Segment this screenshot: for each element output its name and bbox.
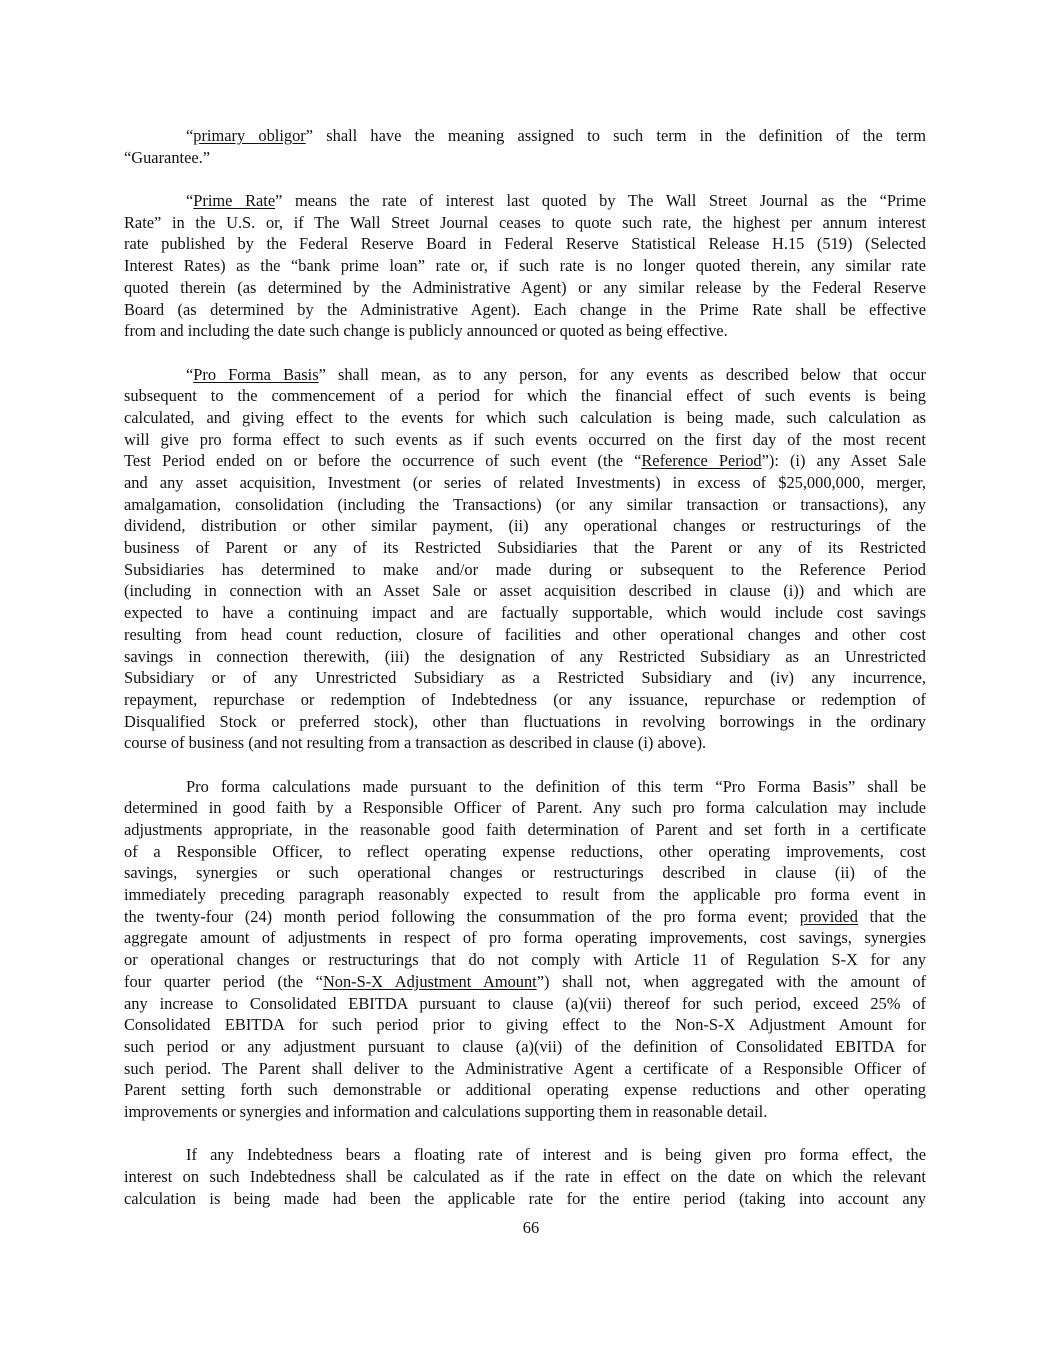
text-segment: that the bbox=[857, 906, 926, 926]
text-segment: and any asset acquisition, Investment (or series of related Investments) in excess of $25,000,000, merger, bbox=[124, 473, 926, 492]
text-segment: “ bbox=[186, 364, 194, 384]
text-segment: subsequent to the commencement of a period for which the financial effect of such events is being bbox=[124, 386, 926, 406]
text-segment: Subsidiary or of any Unrestricted Subsidiary as a Restricted Subsidiary and (iv) any incurrence, bbox=[124, 668, 926, 688]
text-segment: any increase to Consolidated EBITDA pursuant to clause (a)(vii) thereof for such period, exceed 25% of bbox=[124, 993, 926, 1013]
text-segment: quoted therein (as determined by the Administrative Agent) or any similar release by the Federal Reserve bbox=[124, 277, 926, 297]
text-segment: determined in good faith by a Responsible Officer of Parent. Any such pro forma calculation may include bbox=[124, 798, 926, 818]
text-line bbox=[124, 646, 926, 668]
text-segment: dividend, distribution or other similar payment, (ii) any operational changes or restructurings of the bbox=[124, 516, 926, 536]
text-segment: from and including the date such change is publicly announced or quoted as being effective. bbox=[124, 321, 728, 341]
text-segment: Pro forma calculations made pursuant to the definition of this term “Pro Forma Basis” shall be bbox=[186, 776, 926, 796]
text-segment: such period or any adjustment pursuant to clause (a)(vii) of the definition of Consolidated EBITDA for bbox=[124, 1036, 926, 1056]
text-segment: immediately preceding paragraph reasonably expected to result from the applicable pro forma event in bbox=[124, 885, 926, 905]
text-line bbox=[124, 906, 926, 928]
text-segment: calculation is being made had been the applicable rate for the entire period (taking into account any bbox=[124, 1188, 926, 1208]
text-line bbox=[124, 927, 926, 949]
text-line bbox=[124, 797, 926, 819]
text-line bbox=[124, 364, 926, 386]
text-segment: ” shall mean, as to any person, for any events as described below that occur bbox=[318, 364, 926, 384]
text-line bbox=[124, 407, 926, 429]
text-segment: ”) shall not, when aggregated with the amount of bbox=[536, 971, 926, 991]
text-segment: Disqualified Stock or preferred stock), other than fluctuations in revolving borrowings in the ordinary bbox=[124, 711, 926, 731]
text-line bbox=[124, 1101, 926, 1123]
text-line bbox=[124, 515, 926, 537]
page-number: 66 bbox=[522, 1218, 540, 1237]
text-line bbox=[124, 472, 926, 494]
text-line bbox=[124, 971, 926, 993]
text-line bbox=[124, 212, 926, 234]
text-segment: adjustments appropriate, in the reasonable good faith determination of Parent and set forth in a certificate bbox=[124, 820, 926, 839]
text-line bbox=[124, 776, 926, 798]
paragraph-definition-pro-forma-basis bbox=[124, 364, 926, 754]
text-segment: Interest Rates) as the “bank prime loan” rate or, if such rate is no longer quoted therein, any similar rate bbox=[124, 256, 926, 276]
text-line bbox=[124, 1014, 926, 1036]
text-line bbox=[124, 125, 926, 147]
text-line bbox=[124, 537, 926, 559]
text-segment: Board (as determined by the Administrative Agent). Each change in the Prime Rate shall be effective bbox=[124, 299, 926, 319]
defined-term: Prime Rate bbox=[193, 191, 276, 211]
text-segment: the twenty-four (24) month period following the consummation of the pro forma event; bbox=[124, 906, 800, 926]
text-segment: aggregate amount of adjustments in respect of pro forma operating improvements, cost savings, synergies bbox=[124, 928, 926, 948]
paragraph-definition-prime-rate bbox=[124, 190, 926, 342]
paragraph-pro-forma-calculations bbox=[124, 776, 926, 1123]
text-line bbox=[124, 147, 926, 169]
text-segment: course of business (and not resulting from a transaction as described in clause (i) above). bbox=[124, 733, 707, 753]
text-segment: rate published by the Federal Reserve Board in Federal Reserve Statistical Release H.15 (519) (Selected bbox=[124, 234, 926, 254]
text-segment: expected to have a continuing impact and are factually supportable, which would include cost savings bbox=[124, 603, 926, 623]
text-line bbox=[124, 494, 926, 516]
text-line bbox=[124, 1188, 926, 1210]
text-line bbox=[124, 429, 926, 451]
text-line bbox=[124, 667, 926, 689]
text-segment: such period. The Parent shall deliver to the Administrative Agent a certificate of a Responsible Officer of bbox=[124, 1058, 926, 1078]
text-segment: Test Period ended on or before the occurrence of such event (the “ bbox=[124, 451, 642, 471]
text-line bbox=[124, 255, 926, 277]
text-line bbox=[124, 1144, 926, 1166]
text-line bbox=[124, 299, 926, 321]
text-segment: savings in connection therewith, (iii) the designation of any Restricted Subsidiary as an Unrestricted bbox=[124, 646, 926, 666]
text-segment: or operational changes or restructurings that do not comply with Article 11 of Regulation S-X for any bbox=[124, 950, 926, 970]
text-segment: amalgamation, consolidation (including the Transactions) (or any similar transaction or transactions), any bbox=[124, 494, 926, 514]
text-line bbox=[124, 1166, 926, 1188]
text-segment: will give pro forma effect to such events as if such events occurred on the first day of the most recent bbox=[124, 429, 926, 449]
defined-term: Non-S-X Adjustment Amount bbox=[322, 971, 537, 991]
text-segment: (including in connection with an Asset Sale or asset acquisition described in clause (i)) and which are bbox=[124, 581, 926, 601]
text-line bbox=[124, 320, 926, 342]
text-line bbox=[124, 1079, 926, 1101]
text-line bbox=[124, 819, 926, 841]
document-body bbox=[124, 125, 926, 1231]
text-line bbox=[124, 732, 926, 754]
text-line bbox=[124, 602, 926, 624]
defined-term: primary obligor bbox=[193, 126, 306, 145]
text-line bbox=[124, 190, 926, 212]
text-segment: savings, synergies or such operational changes or restructurings described in clause (ii) of the bbox=[124, 863, 926, 883]
text-segment: ” shall have the meaning assigned to such term in the definition of the term bbox=[305, 126, 926, 145]
defined-term: provided bbox=[799, 906, 858, 926]
text-segment: four quarter period (the “ bbox=[124, 971, 323, 991]
text-line bbox=[124, 385, 926, 407]
text-line bbox=[124, 559, 926, 581]
text-line bbox=[124, 450, 926, 472]
defined-term: Pro Forma Basis bbox=[193, 364, 319, 384]
paragraph-floating-rate-indebtedness bbox=[124, 1144, 926, 1209]
text-line bbox=[124, 993, 926, 1015]
paragraph-definition-primary-obligor bbox=[124, 125, 926, 168]
text-segment: Parent setting forth such demonstrable or additional operating expense reductions and other operating bbox=[124, 1080, 926, 1100]
text-segment: calculated, and giving effect to the events for which such calculation is being made, such calculation as bbox=[124, 407, 926, 427]
text-line bbox=[124, 841, 926, 863]
text-segment: business of Parent or any of its Restricted Subsidiaries that the Parent or any of its Restricted bbox=[124, 538, 926, 558]
text-line bbox=[124, 277, 926, 299]
text-segment: ”): (i) any Asset Sale bbox=[761, 451, 926, 471]
text-segment: “Guarantee.” bbox=[124, 147, 210, 167]
text-line bbox=[124, 1058, 926, 1080]
text-segment: Subsidiaries has determined to make and/or made during or subsequent to the Reference Period bbox=[124, 559, 926, 579]
text-line bbox=[124, 624, 926, 646]
text-segment: Consolidated EBITDA for such period prior to giving effect to the Non-S-X Adjustment Amount for bbox=[124, 1015, 926, 1035]
text-segment: resulting from head count reduction, closure of facilities and other operational changes and other cost bbox=[124, 624, 926, 644]
text-line bbox=[124, 884, 926, 906]
text-segment: If any Indebtedness bears a floating rate of interest and is being given pro forma effect, the bbox=[186, 1145, 926, 1165]
text-line bbox=[124, 949, 926, 971]
text-line bbox=[124, 1036, 926, 1058]
text-segment: Rate” in the U.S. or, if The Wall Street Journal ceases to quote such rate, the highest per annum interest bbox=[124, 212, 926, 232]
text-segment: ” means the rate of interest last quoted by The Wall Street Journal as the “Prime bbox=[275, 191, 926, 211]
text-segment: “ bbox=[186, 191, 194, 211]
text-line bbox=[124, 689, 926, 711]
text-line bbox=[124, 233, 926, 255]
text-segment: improvements or synergies and information and calculations supporting them in reasonable detail. bbox=[124, 1101, 768, 1121]
text-line bbox=[124, 711, 926, 733]
text-segment: repayment, repurchase or redemption of Indebtedness (or any issuance, repurchase or redemption of bbox=[124, 689, 926, 709]
text-segment: interest on such Indebtedness shall be calculated as if the rate in effect on the date on which the relevant bbox=[124, 1167, 926, 1186]
text-line bbox=[124, 862, 926, 884]
text-line bbox=[124, 580, 926, 602]
defined-term: Reference Period bbox=[641, 451, 762, 471]
text-segment: “ bbox=[186, 126, 194, 145]
text-segment: of a Responsible Officer, to reflect operating expense reductions, other operating improvements, cost bbox=[124, 841, 926, 861]
